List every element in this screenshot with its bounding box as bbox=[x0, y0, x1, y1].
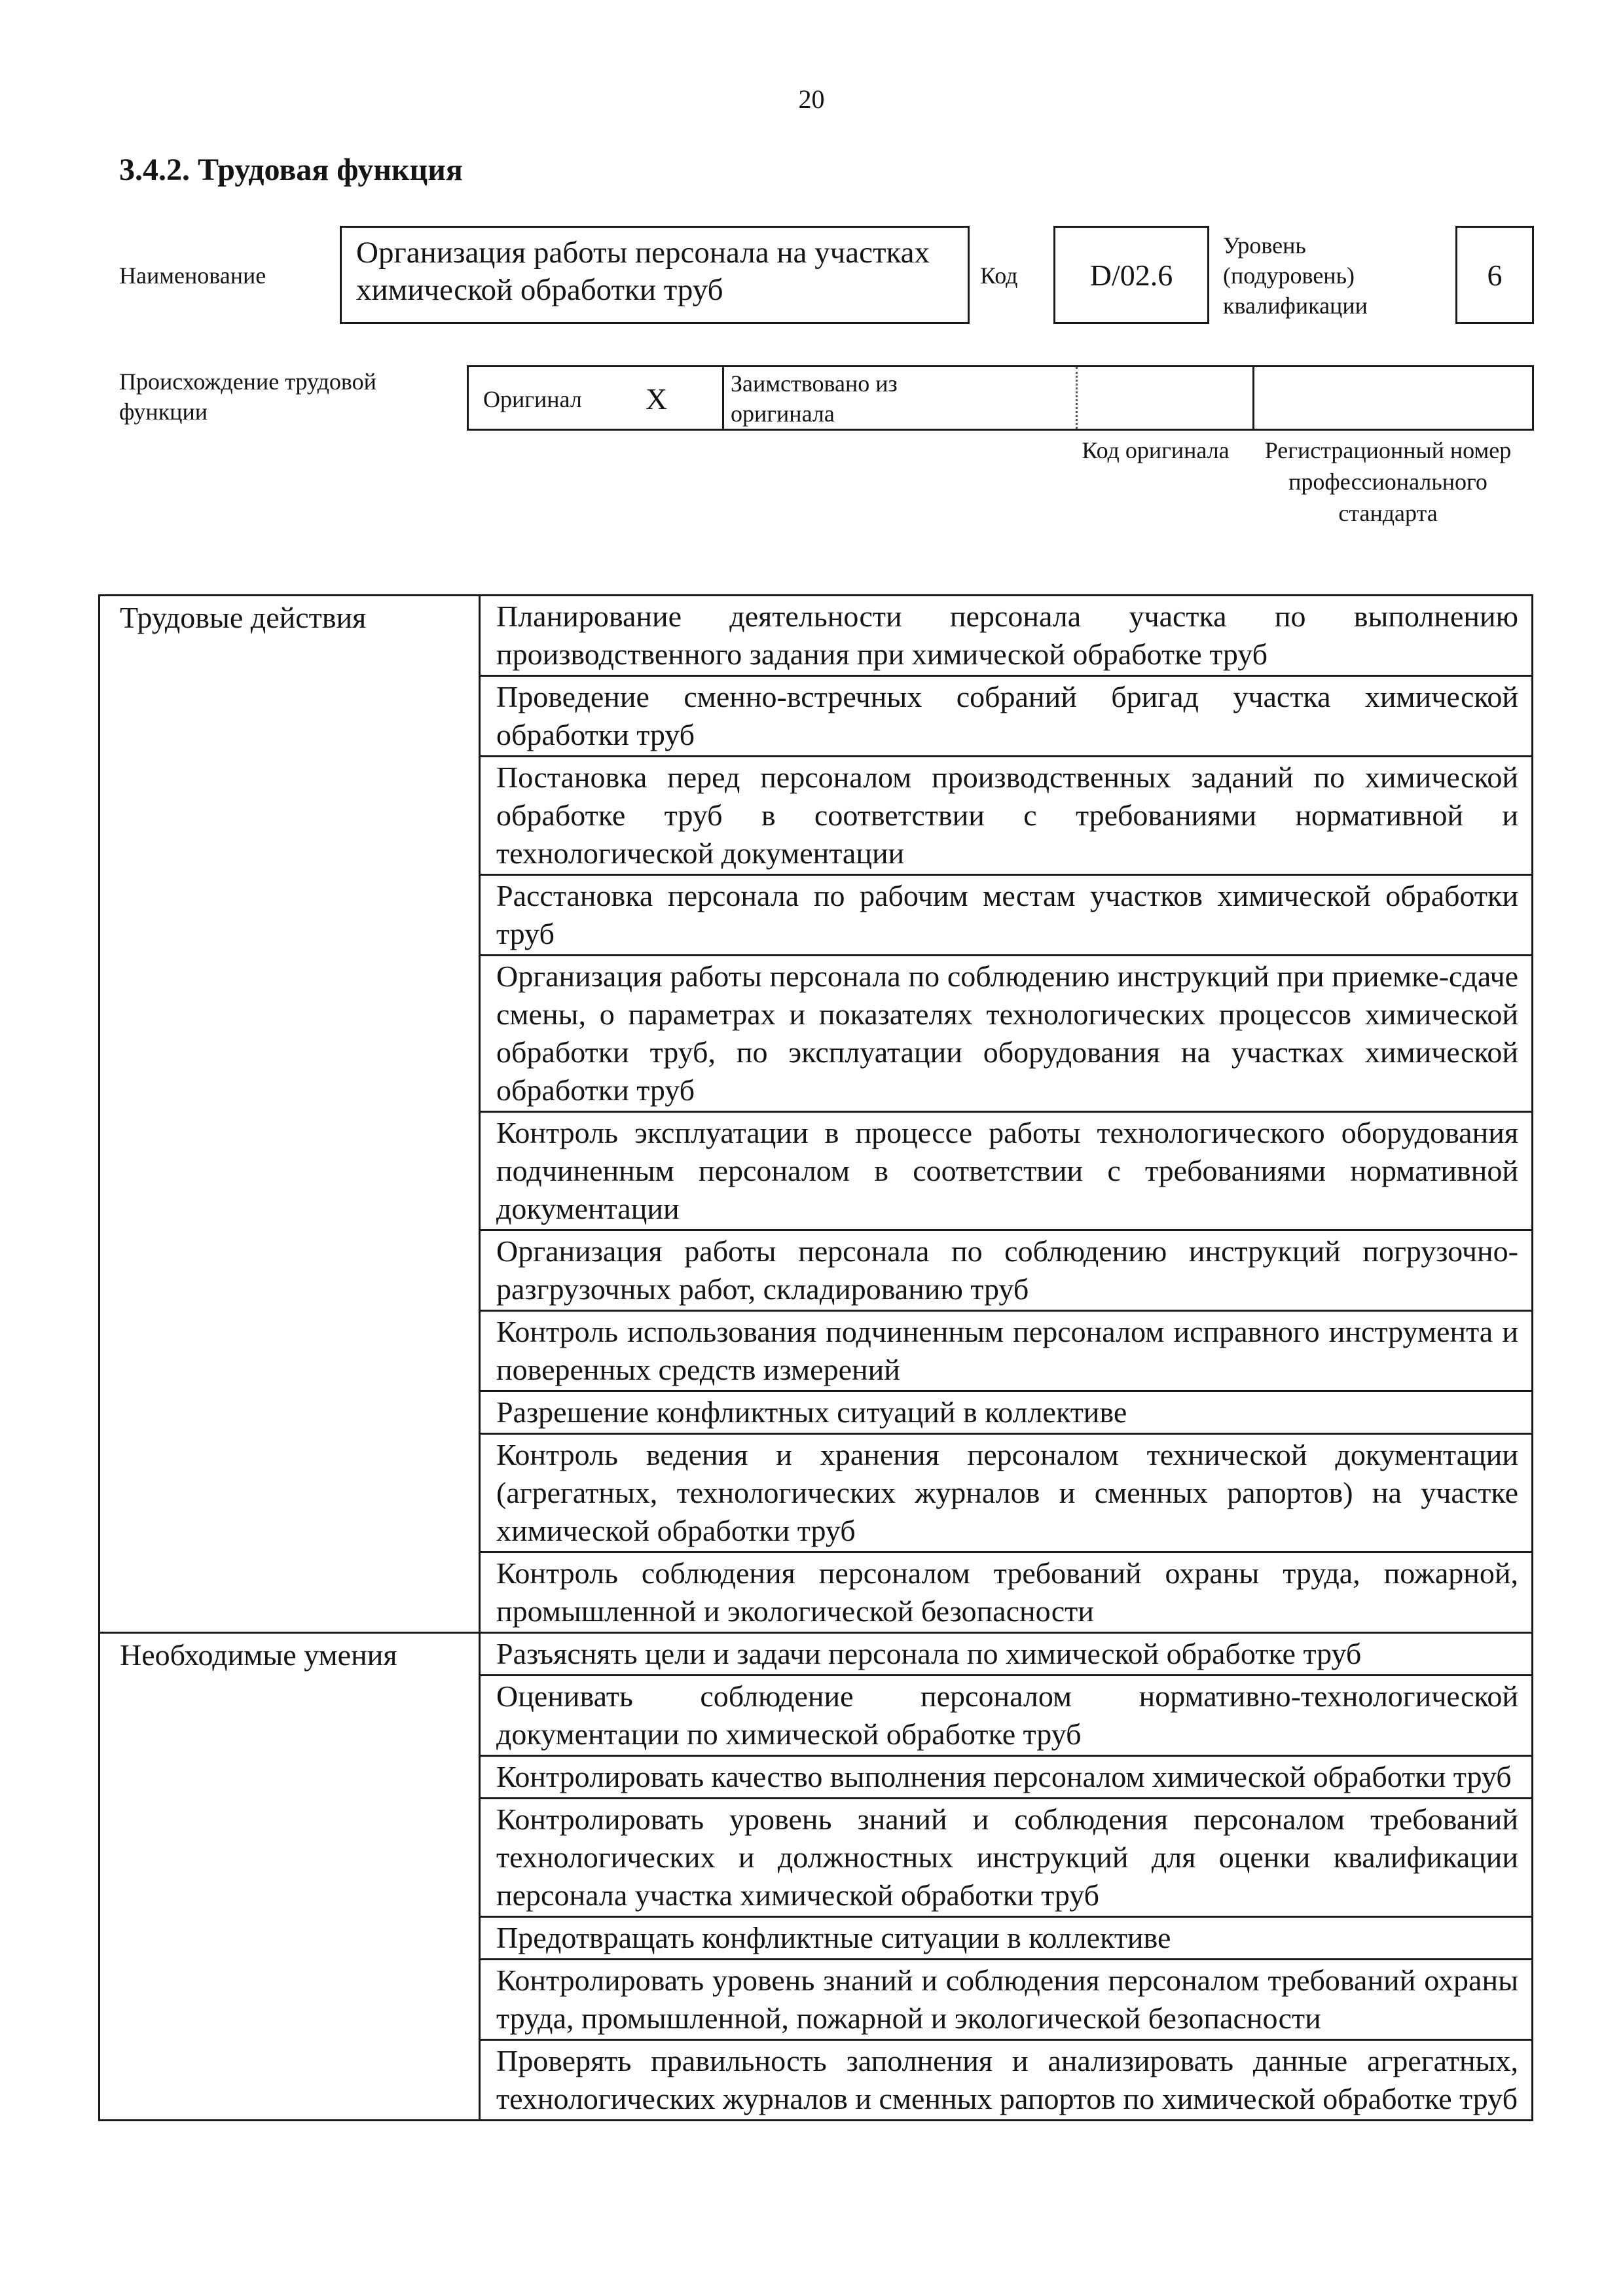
level-box bbox=[1455, 226, 1534, 324]
section-item: Контроль использования подчиненным персоналом исправного инструмента и поверенных средств измерений bbox=[480, 1311, 1533, 1391]
section-item: Планирование деятельности персонала участка по выполнению производственного задания при химической обработке труб bbox=[480, 596, 1533, 676]
section-item: Организация работы персонала по соблюдению инструкций при приемке-сдаче смены, о параметрах и показателях технологических процессов химической обработки труб, по эксплуатации оборудования на участках химической обработки труб bbox=[480, 956, 1533, 1112]
table-row bbox=[100, 596, 1533, 676]
section-item: Контролировать уровень знаний и соблюдения персоналом требований охраны труда, промышленной, пожарной и экологической безопасности bbox=[480, 1960, 1533, 2040]
code-box bbox=[1053, 226, 1209, 324]
level-value: 6 bbox=[1487, 258, 1503, 292]
original-mark: X bbox=[646, 382, 668, 416]
section-item: Контроль ведения и хранения персоналом технической документации (агрегатных, технологических журналов и сменных рапортов) на участке химической обработки труб bbox=[480, 1434, 1533, 1552]
code-label: Код bbox=[980, 262, 1018, 289]
borrowed-label: Заимствовано из оригинала bbox=[731, 370, 898, 427]
labor-function-table bbox=[98, 594, 1533, 2121]
section-item: Проведение сменно-встречных собраний бригад участка химической обработки труб bbox=[480, 676, 1533, 757]
origin-reg-number-cell bbox=[1254, 367, 1532, 429]
origin-row bbox=[467, 365, 1534, 431]
section-item: Расстановка персонала по рабочим местам участков химической обработки труб bbox=[480, 875, 1533, 956]
origin-code-cell bbox=[1078, 367, 1254, 429]
original-label: Оригинал bbox=[483, 386, 582, 412]
section-title-cell: Трудовые действия bbox=[100, 596, 480, 1633]
section-item: Контролировать качество выполнения персоналом химической обработки труб bbox=[480, 1756, 1533, 1799]
section-item: Контролировать уровень знаний и соблюдения персоналом требований технологических и должностных инструкций для оценки квалификации персонала участка химической обработки труб bbox=[480, 1799, 1533, 1917]
section-item: Разрешение конфликтных ситуаций в коллективе bbox=[480, 1391, 1533, 1434]
section-item: Постановка перед персоналом производственных заданий по химической обработке труб в соответствии с требованиями нормативной и технологической документации bbox=[480, 757, 1533, 875]
function-name-box bbox=[340, 226, 970, 324]
original-code-caption: Код оригинала bbox=[1082, 437, 1230, 463]
section-item: Предотвращать конфликтные ситуации в коллективе bbox=[480, 1917, 1533, 1960]
function-name-value: Организация работы персонала на участках химической обработки труб bbox=[356, 236, 930, 307]
section-item: Оценивать соблюдение персоналом нормативно-технологической документации по химической обработке труб bbox=[480, 1676, 1533, 1756]
section-item: Организация работы персонала по соблюдению инструкций погрузочно-разгрузочных работ, складированию труб bbox=[480, 1230, 1533, 1311]
section-item: Контроль эксплуатации в процессе работы технологического оборудования подчиненным персоналом в соответствии с требованиями нормативной документации bbox=[480, 1112, 1533, 1230]
section-item: Проверять правильность заполнения и анализировать данные агрегатных, технологических журналов и сменных рапортов по химической обработке труб bbox=[480, 2040, 1533, 2121]
section-item: Разъяснять цели и задачи персонала по химической обработке труб bbox=[480, 1633, 1533, 1676]
section-title-cell: Необходимые умения bbox=[100, 1633, 480, 2121]
code-value: D/02.6 bbox=[1089, 258, 1173, 292]
reg-number-caption: Регистрационный номер профессионального стандарта bbox=[1264, 437, 1512, 526]
table-row bbox=[100, 1633, 1533, 1676]
origin-label: Происхождение трудовой функции bbox=[119, 368, 376, 425]
section-item: Контроль соблюдения персоналом требований охраны труда, пожарной, промышленной и экологической безопасности bbox=[480, 1552, 1533, 1633]
origin-borrowed-cell bbox=[724, 367, 1078, 429]
section-title: 3.4.2. Трудовая функция bbox=[119, 152, 463, 187]
page-number: 20 bbox=[798, 84, 825, 114]
name-label: Наименование bbox=[119, 262, 266, 289]
origin-original-cell bbox=[469, 367, 724, 429]
level-label: Уровень (подуровень) квалификации bbox=[1223, 232, 1368, 319]
